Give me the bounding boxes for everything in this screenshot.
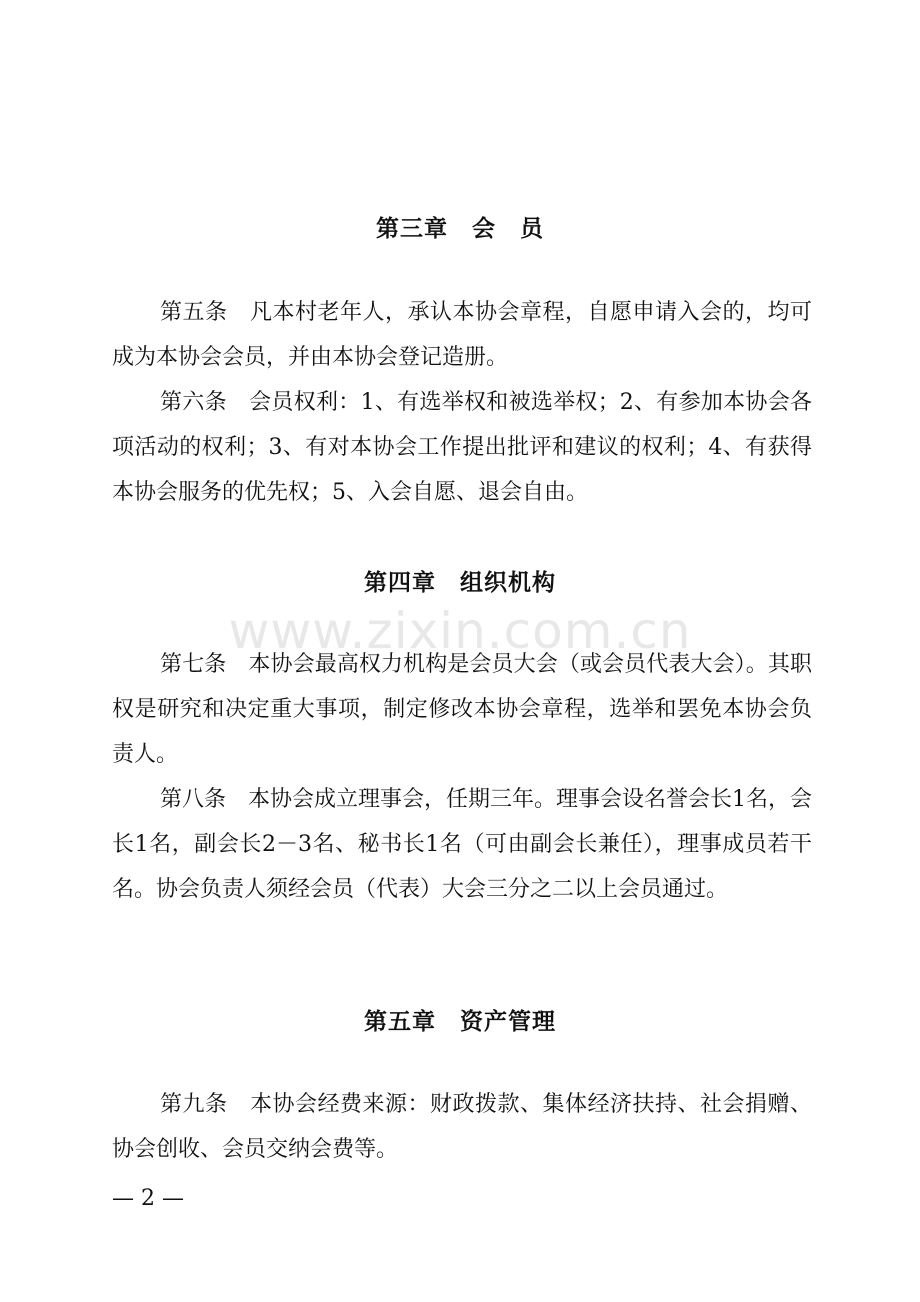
article-nine: 第九条 本协会经费来源：财政拨款、集体经济扶持、社会捐赠、协会创收、会员交纳会费等。 bbox=[112, 1092, 812, 1162]
article-six: 第六条 会员权利：1、有选举权和被选举权；2、有参加本协会各项活动的权利；3、有对本协会工作提出批评和建议的权利；4、有获得本协会服务的优先权；5、入会自愿、退会自由。 bbox=[112, 390, 812, 505]
article-eight: 第八条 本协会成立理事会，任期三年。理事会设名誉会长1名，会长1名，副会长2－3名、秘书长1名（可由副会长兼任），理事成员若干名。协会负责人须经会员（代表）大会三分之二以上会员通过。 bbox=[112, 787, 812, 902]
watermark: www.zixin.com.cn bbox=[228, 602, 692, 660]
chapter-three-heading: 第三章 会 员 bbox=[376, 216, 544, 242]
chapter-five-heading: 第五章 资产管理 bbox=[364, 1009, 556, 1035]
article-five: 第五条 凡本村老年人，承认本协会章程，自愿申请入会的，均可成为本协会会员，并由本协会登记造册。 bbox=[112, 300, 812, 370]
chapter-four-heading: 第四章 组织机构 bbox=[364, 570, 556, 596]
page-number: — 2 — bbox=[112, 1186, 184, 1211]
article-seven: 第七条 本协会最高权力机构是会员大会（或会员代表大会）。其职权是研究和决定重大事项，制定修改本协会章程，选举和罢免本协会负责人。 bbox=[112, 652, 812, 767]
